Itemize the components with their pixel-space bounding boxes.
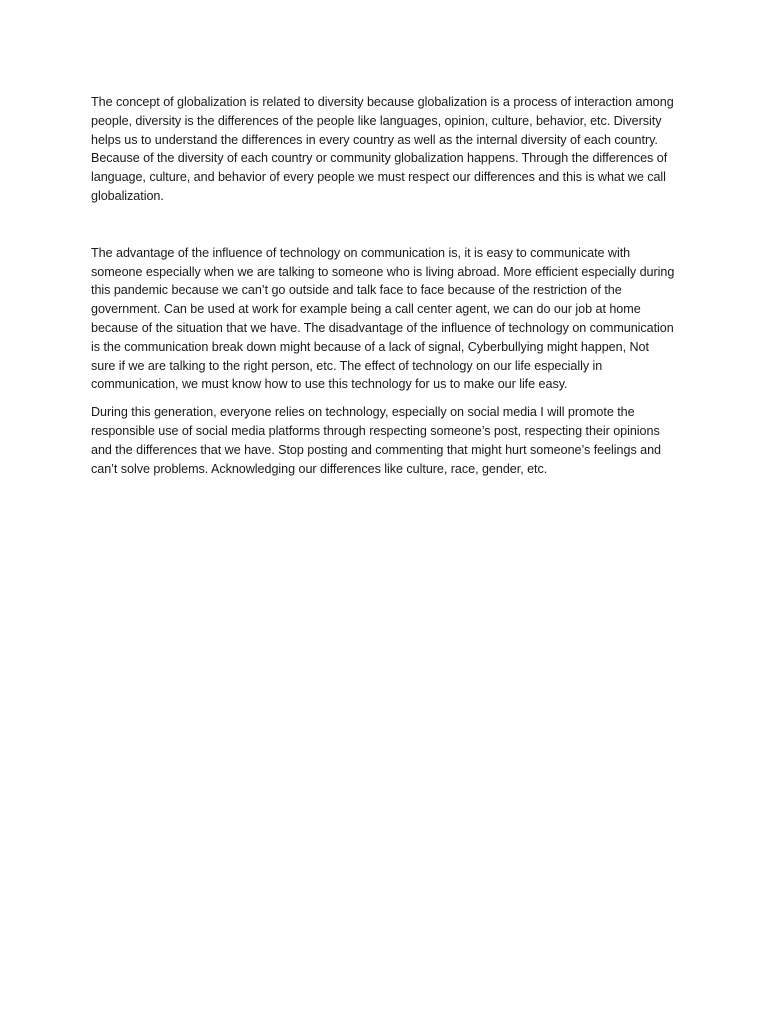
paragraph-social-media: During this generation, everyone relies on technology, especially on social media I will promote the responsible use of social media platforms through respecting someone’s post, respecting their opinions and the differences that we have. Stop posting and commenting that might hurt someone’s feelings and can’t solve problems. Acknowledging our differences like culture, race, gender, etc. [91,405,662,476]
paragraph-technology-communication: The advantage of the influence of technology on communication is, it is easy to communicate with someone especially when we are talking to someone who is living abroad. More efficient especially during this pandemic because we can’t go outside and talk face to face because of the restriction of the government. Can be used at work for example being a call center agent, we can do our job at home because of the situation that we have. The disadvantage of the influence of technology on communication is the communication break down might because of a lack of signal, Cyberbullying might happen, Not sure if we are talking to the right person, etc. The effect of technology on our life especially in communication, we must know how to use this technology for us to make our life easy. [91,245,675,392]
paragraph-globalization-diversity: The concept of globalization is related to diversity because globalization is a process of interaction among people, diversity is the differences of the people like languages, opinion, culture, behavior, etc. Diversity helps us to understand the differences in every country as well as the internal diversity of each country. Because of the diversity of each country or community globalization happens. Through the differences of language, culture, and behavior of every people we must respect our differences and this is what we call globalization. [91,95,674,203]
document-body [91,93,676,478]
